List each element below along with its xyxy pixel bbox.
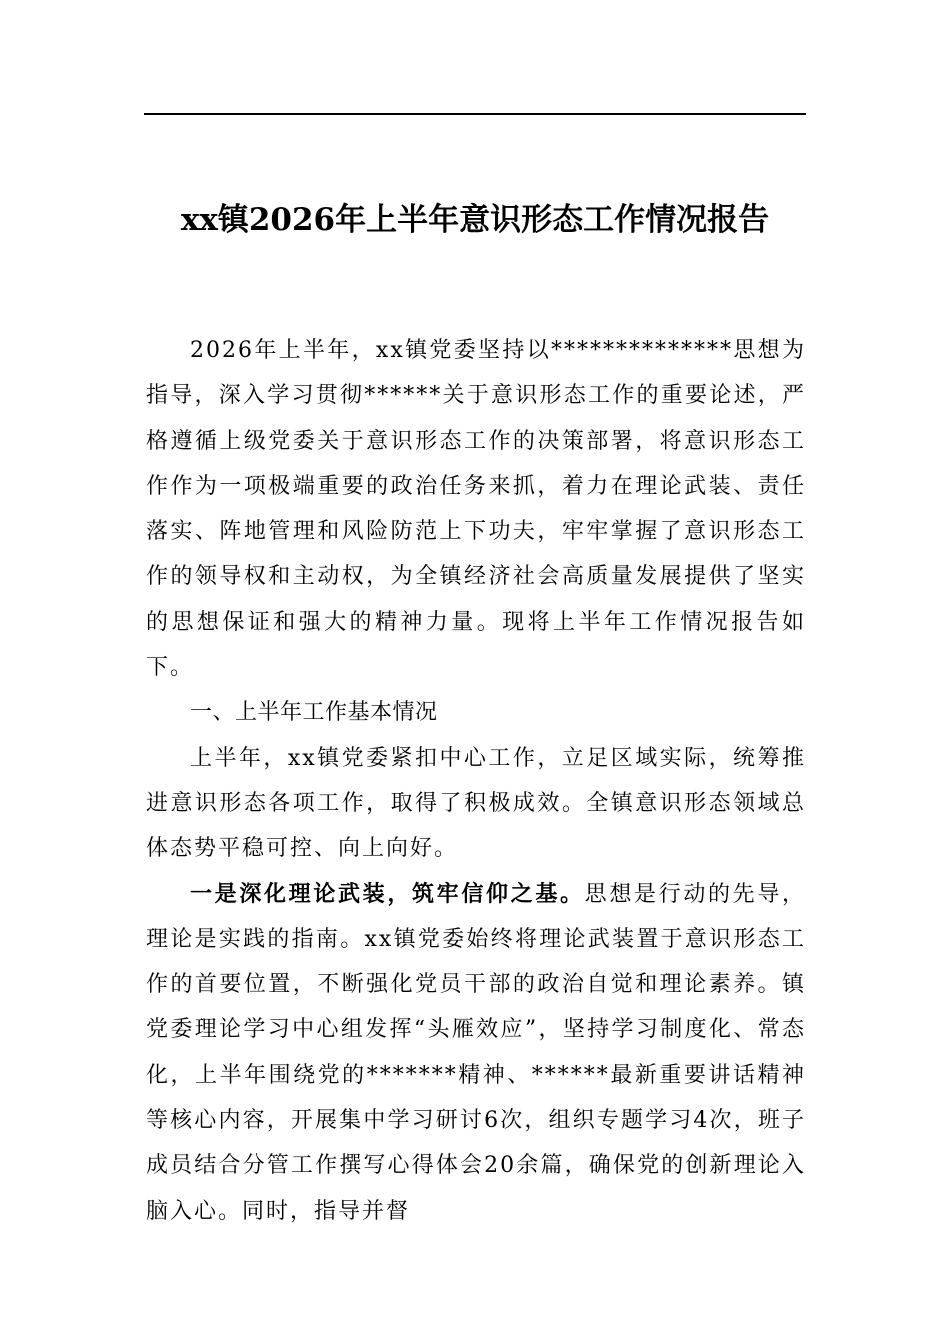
item-text: 思想是行动的先导，理论是实践的指南。xx镇党委始终将理论武装置于意识形态工作的首要位置，不断强化党员干部的政治自觉和理论素养。镇党委理论学习中心组发挥“头雁效应”，坚持学习制度化、常态化，上半年围绕党的*******精神、******最新重要讲话精神等核心内容，开展集中学习研讨6次，组织专题学习4次，班子成员结合分管工作撰写心得体会20余篇，确保党的创新理论入脑入心。同时，指导并督 xyxy=(146,881,806,1224)
document-body xyxy=(146,328,806,1234)
section-summary-paragraph: 上半年，xx镇党委紧扣中心工作，立足区域实际，统筹推进意识形态各项工作，取得了积极成效。全镇意识形态领域总体态势平稳可控、向上向好。 xyxy=(146,745,806,862)
item-paragraph xyxy=(146,872,806,1234)
header-rule xyxy=(144,113,806,115)
section-heading: 一、上半年工作基本情况 xyxy=(190,700,438,726)
item-lead: 一是深化理论武装，筑牢信仰之基。 xyxy=(190,880,585,907)
document-title: xx镇2026年上半年意识形态工作情况报告 xyxy=(180,202,770,238)
intro-paragraph: 2026年上半年，xx镇党委坚持以**************思想为指导，深入学习贯彻******关于意识形态工作的重要论述，严格遵循上级党委关于意识形态工作的决策部署，将意识形态工作作为一项极端重要的政治任务来抓，着力在理论武装、责任落实、阵地管理和风险防范上下功夫，牢牢掌握了意识形态工作的领导权和主动权，为全镇经济社会高质量发展提供了坚实的思想保证和强大的精神力量。现将上半年工作情况报告如下。 xyxy=(146,338,806,681)
